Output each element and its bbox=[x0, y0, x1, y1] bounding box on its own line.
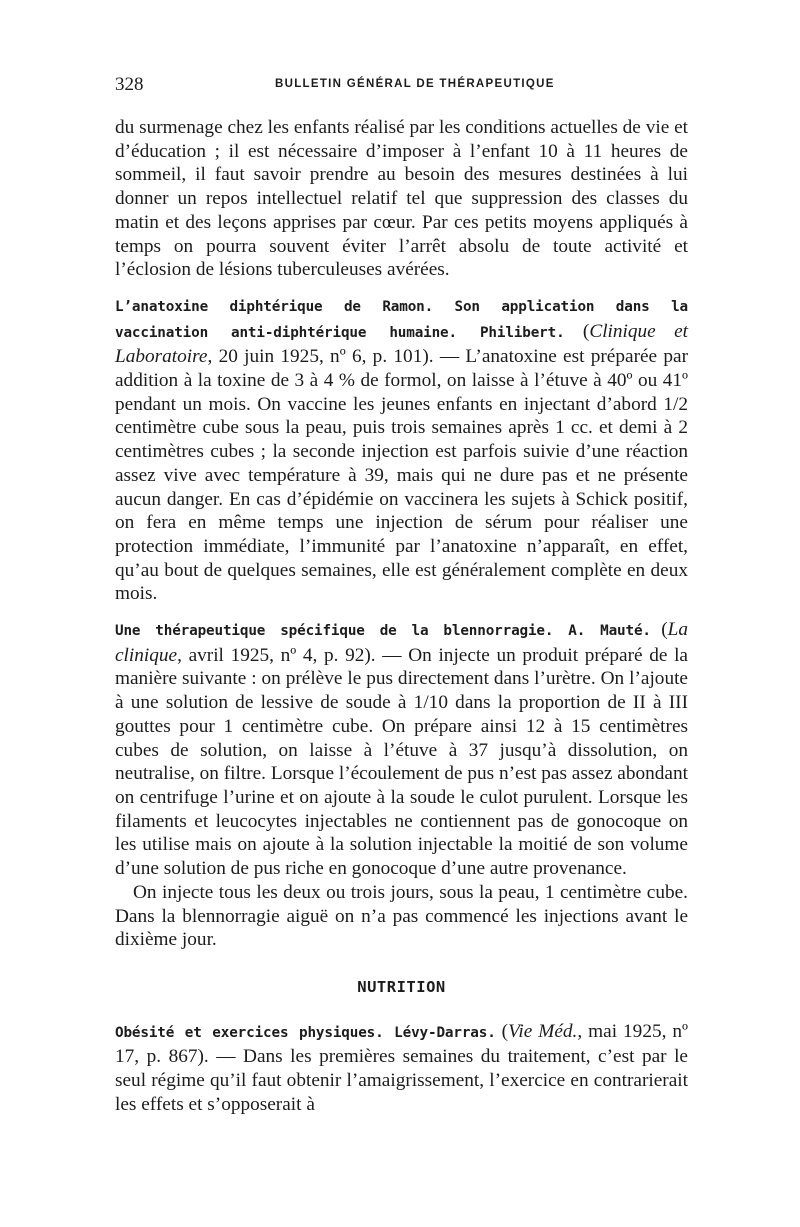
page-number: 328 bbox=[115, 74, 144, 95]
section-heading-nutrition: NUTRITION bbox=[357, 977, 446, 996]
article-blennorragie bbox=[115, 618, 688, 881]
source-open: ( bbox=[582, 320, 590, 342]
article-body: — On injecte un produit préparé de la manière suivante : on prélève le pus directement dans l’urètre. On l’ajoute à une solution de lessive de soude à 1/10 dans la proportion de II à III gouttes pour 1 centimètre cube. On prépare ainsi 12 à 15 centimètres cubes de solution, on laisse à l’étuve à 37 jusqu’à dissolution, on neutralise, on filtre. Lorsque l’écoulement de pus n’est pas assez abondant on centrifuge l’urine et on ajoute à la soude le culot purulent. Lorsque les filaments et leucocytes injectables ne contiennent pas de gonocoque on les utilise mais on ajoute à la solution injectable la moitié de son volume d’une solution de pus riche en gonocoque d’une autre provenance. bbox=[115, 644, 688, 880]
source-reference: , avril 1925, nº 4, p. 92). bbox=[177, 644, 376, 666]
article-anatoxine bbox=[115, 294, 688, 606]
source-journal: Vie Méd. bbox=[508, 1020, 578, 1042]
article-title: Une thérapeutique spécifique de la blennorragie. A. Mauté. bbox=[115, 623, 651, 640]
article-title: Obésité et exercices physiques. Lévy-Darras. bbox=[115, 1024, 496, 1041]
body-text bbox=[115, 116, 688, 1116]
source-reference: , 20 juin 1925, nº 6, p. 101). bbox=[207, 346, 434, 368]
article-body: — Dans les premières semaines du traitement, c’est par le seul régime qu’il faut obtenir l’amaigrissement, l’exercice en contrarierait les effets et s’opposerait à bbox=[115, 1046, 688, 1115]
article-obesite bbox=[115, 1020, 688, 1117]
page-header bbox=[115, 74, 688, 98]
source-open: ( bbox=[661, 619, 668, 641]
source-open: ( bbox=[501, 1020, 509, 1042]
source-reference: , mai 1925, nº 17, p. 867). bbox=[115, 1020, 688, 1068]
running-head: BULLETIN GÉNÉRAL DE THÉRAPEUTIQUE bbox=[275, 78, 555, 90]
article-title: L’anatoxine diphtérique de Ramon. Son application dans la vaccination anti-diphtérique humaine. Philibert. bbox=[115, 298, 688, 341]
article-body: — L’anatoxine est préparée par addition à la toxine de 3 à 4 % de formol, on laisse à l’étuve à 40º ou 41º pendant un mois. On vaccine les jeunes enfants en injectant d’abord 1/2 centimètre cube sous la peau, puis trois semaines après 1 cc. et demi à 2 centimètres cubes ; la seconde injection est parfois suivie d’une réaction assez vive avec température à 39, mais qui ne dure pas et ne présente aucun danger. En cas d’épidémie on vaccinera les sujets à Schick positif, on fera en même temps une injection de sérum pour réaliser une protection immédiate, l’immunité par l’anatoxine n’apparaît, en effet, qu’au bout de quelques semaines, elle est généralement complète en deux mois. bbox=[115, 346, 688, 605]
article-blennorragie-continued: On injecte tous les deux ou trois jours, sous la peau, 1 centimètre cube. Dans la blennorragie aiguë on n’a pas commencé les injections avant le dixième jour. bbox=[115, 881, 688, 951]
source-journal: La clinique bbox=[115, 619, 688, 666]
source-journal: Clinique et Laboratoire bbox=[115, 320, 688, 368]
opening-paragraph: du surmenage chez les enfants réalisé par les conditions actuelles de vie et d’éducation ; il est nécessaire d’imposer à l’enfant 10 à 11 heures de sommeil, il faut savoir prendre au besoin des mesures destinées à lui donner un repos intellectuel relatif tel que suppression des classes du matin et des leçons apprises par cœur. Par ces petits moyens appliqués à temps on pourra souvent éviter l’arrêt absolu de toute activité et l’éclosion de lésions tuberculeuses avérées. bbox=[115, 117, 688, 281]
